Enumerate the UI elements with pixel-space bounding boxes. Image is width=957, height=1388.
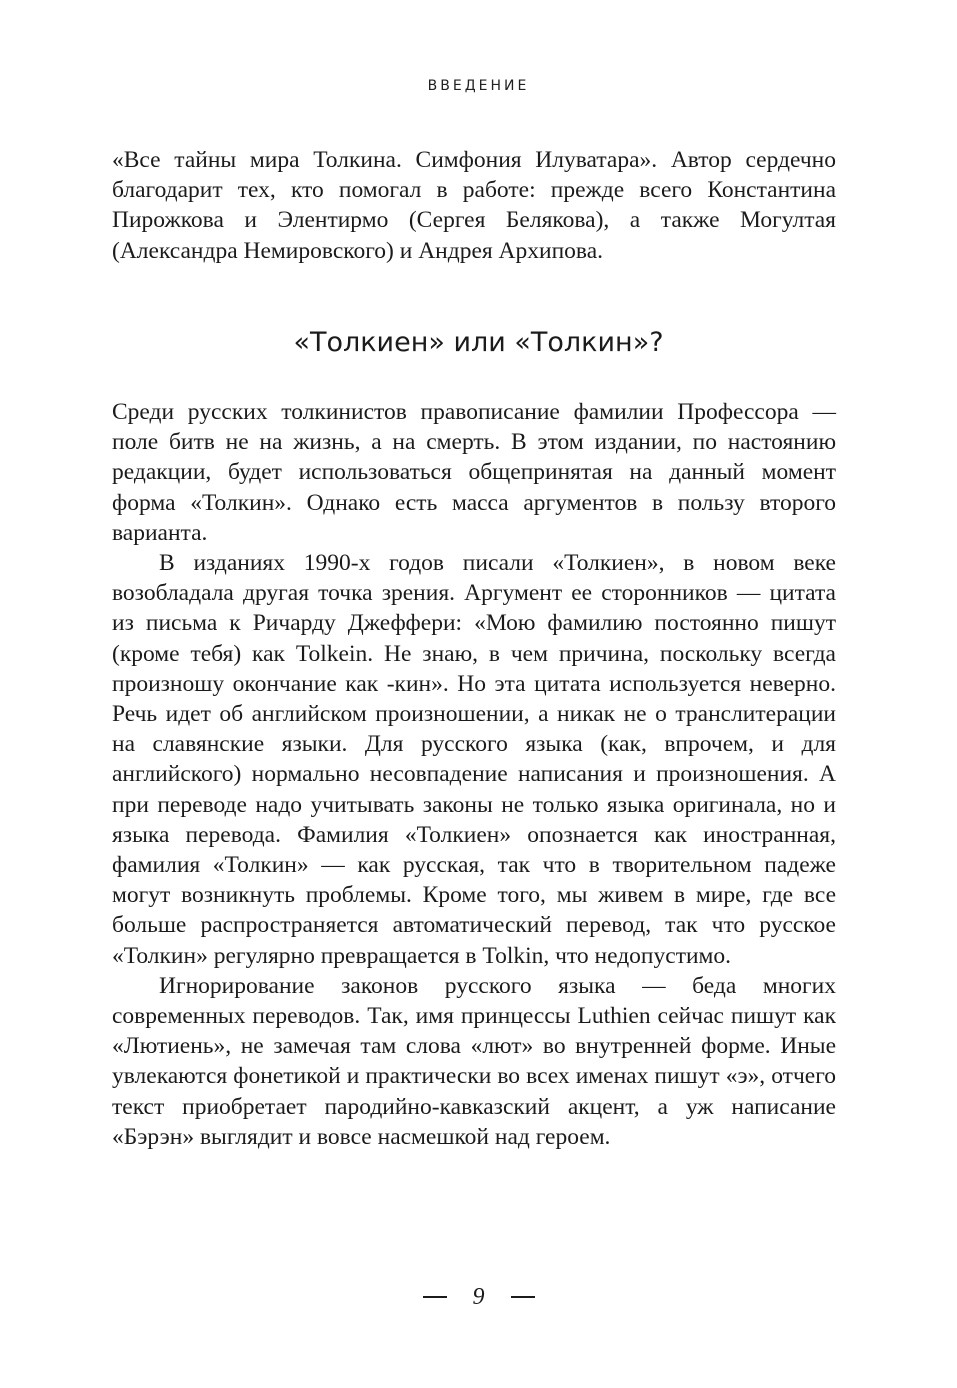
paragraph-2: В изданиях 1990-х годов писали «Толкиен», в новом веке возобладала другая точка зрения. Аргумент ее сторонников — цитата из письма к Ричарду Джеффери: «Мою фамилию постоянно пишут (кроме тебя) как Tolkein. Не знаю, в чем причина, поскольку всегда произношу окончание как -кин». Но эта цитата используется неверно. Речь идет об английском произношении, а никак не о транслитерации на славянские языки. Для русского языка (как, впрочем, и для английского) нормально несовпадение написания и произношения. А при переводе надо учитывать законы не только языка оригинала, но и языка перевода. Фамилия «Толкиен» опознается как иностранная, фамилия «Толкин» — как русская, так что в творительном падеже могут возникнуть проблемы. Кроме того, мы живем в мире, где все больше распространяется автоматический перевод, так что русское «Толкин» регулярно превращается в Tolkin, что недопустимо. <box>112 550 836 969</box>
paragraph-3: Игнорирование законов русского языка — беда многих современных переводов. Так, имя принцессы Luthien сейчас пишут как «Лютиень», не замечая там слова «лют» во внутренней форме. Иные увлекаются фонетикой и практически во всех именах пишут «э», отчего текст приобретает пародийно-кавказский акцент, а уж написание «Бэрэн» выглядит и вовсе насмешкой над героем. <box>112 972 836 1150</box>
folio-dash-left <box>423 1296 447 1298</box>
running-head: ВВЕДЕНИЕ <box>427 78 530 94</box>
paragraph-1: Среди русских толкинистов правописание фамилии Профессора — поле битв не на жизнь, а на смерть. В этом издании, по настоянию редакции, будет использоваться общепринятая на данный момент форма «Толкин». Однако есть масса аргументов в пользу второго варианта. <box>112 399 836 546</box>
folio-dash-right <box>511 1296 535 1298</box>
intro-paragraph: «Все тайны мира Толкина. Симфония Илуватара». Автор сердечно благодарит тех, кто помогал в работе: прежде всего Константина Пирожкова и Элентирмо (Сергея Белякова), а также Могултая (Александра Немировского) и Андрея Архипова. <box>112 147 836 264</box>
page-footer <box>0 1283 957 1311</box>
intro-text <box>112 145 836 266</box>
section-body <box>112 397 836 1152</box>
section-heading: «Толкиен» или «Толкин»? <box>293 327 664 358</box>
page-number: 9 <box>472 1283 485 1310</box>
